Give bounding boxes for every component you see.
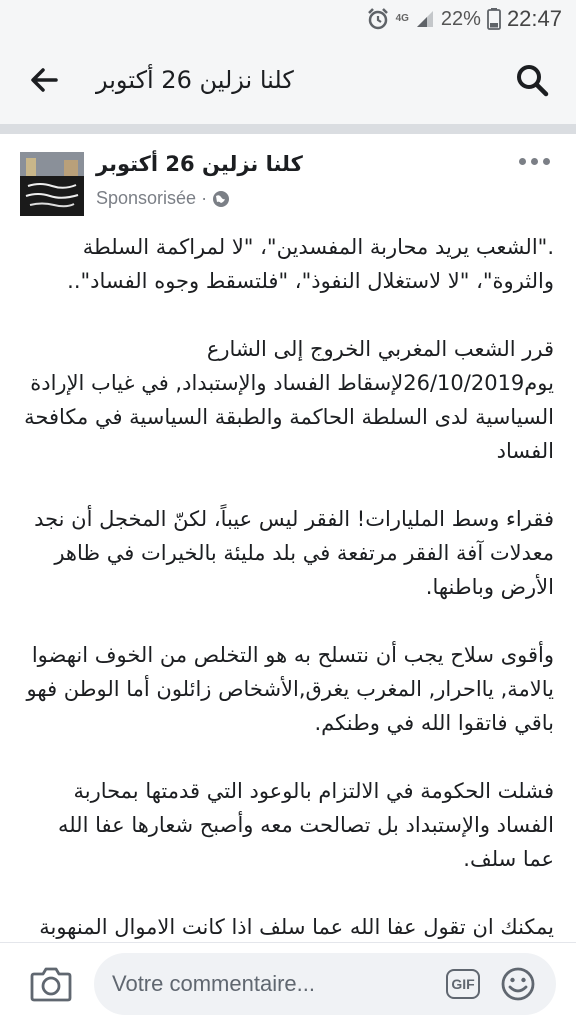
- app-header: [0, 38, 576, 124]
- post-body: [22, 230, 554, 1012]
- sponsored-label[interactable]: Sponsorisée: [96, 188, 197, 208]
- header-title: كلنا نزلين 26 أكتوبر: [96, 66, 294, 94]
- comment-input[interactable]: [112, 969, 412, 999]
- sponsored-row: [96, 188, 230, 209]
- post-paragraph: فشلت الحكومة في الالتزام بالوعود التي قدمتها بمحاربة الفساد والإستبداد بل تصالحت معه وأصبح شعارها عفا الله عما سلف.: [57, 779, 554, 871]
- post-paragraph: ."الشعب يريد محاربة المفسدين"، "لا لمراكمة السلطة والثروة"، "لا لاستغلال النفوذ"، "فلتسقط وجوه الفساد"..: [67, 235, 554, 293]
- alarm-icon: [366, 7, 390, 31]
- emoji-icon[interactable]: [500, 966, 536, 1002]
- post-paragraph: فقراء وسط المليارات! الفقر ليس عيباً، لكنّ المخجل أن نجد معدلات آفة الفقر مرتفعة في بلد مليئة بالخيرات في ظاهر الأرض وباطنها.: [34, 507, 554, 599]
- avatar-image: [20, 152, 84, 216]
- post-card: [0, 134, 576, 942]
- battery-icon: [487, 8, 501, 30]
- camera-icon[interactable]: [30, 965, 72, 1003]
- avatar[interactable]: [20, 152, 84, 216]
- battery-percent: 22%: [440, 7, 481, 30]
- comment-box[interactable]: [94, 953, 556, 1015]
- comment-composer: [0, 942, 576, 1024]
- post-paragraph: قرر الشعب المغربي الخروج إلى الشارع يوم26/10/2019لإسقاط الفساد والإستبداد, في غياب الإرادة السياسية لدى السلطة الحاكمة والطبقة السياسية في مكافحة الفساد: [24, 337, 554, 463]
- page-name[interactable]: كلنا نزلين 26 أكتوبر: [96, 152, 303, 176]
- search-icon[interactable]: [514, 62, 550, 98]
- globe-icon: [212, 190, 230, 208]
- status-right: [366, 6, 562, 32]
- post-paragraph: وأقوى سلاح يجب أن نتسلح به هو التخلص من الخوف انهضوا يالامة, يااحرار, المغرب يغرق,الأشخاص زائلون أما الوطن فهو باقي فاتقوا الله في وطنكم.: [26, 643, 554, 735]
- section-divider: [0, 124, 576, 134]
- post-paragraph: يمكنك ان تقول عفا الله عما سلف اذا كانت الاموال المنهوبة: [39, 915, 554, 939]
- signal-icon: [415, 9, 435, 29]
- gif-icon[interactable]: GIF: [446, 969, 480, 999]
- separator-dot: ·: [201, 188, 208, 208]
- network-label: 4G: [395, 13, 409, 24]
- status-time: 22:47: [506, 6, 562, 31]
- status-bar: [0, 0, 576, 38]
- more-options-icon[interactable]: [519, 158, 550, 165]
- back-arrow-icon[interactable]: [28, 64, 60, 96]
